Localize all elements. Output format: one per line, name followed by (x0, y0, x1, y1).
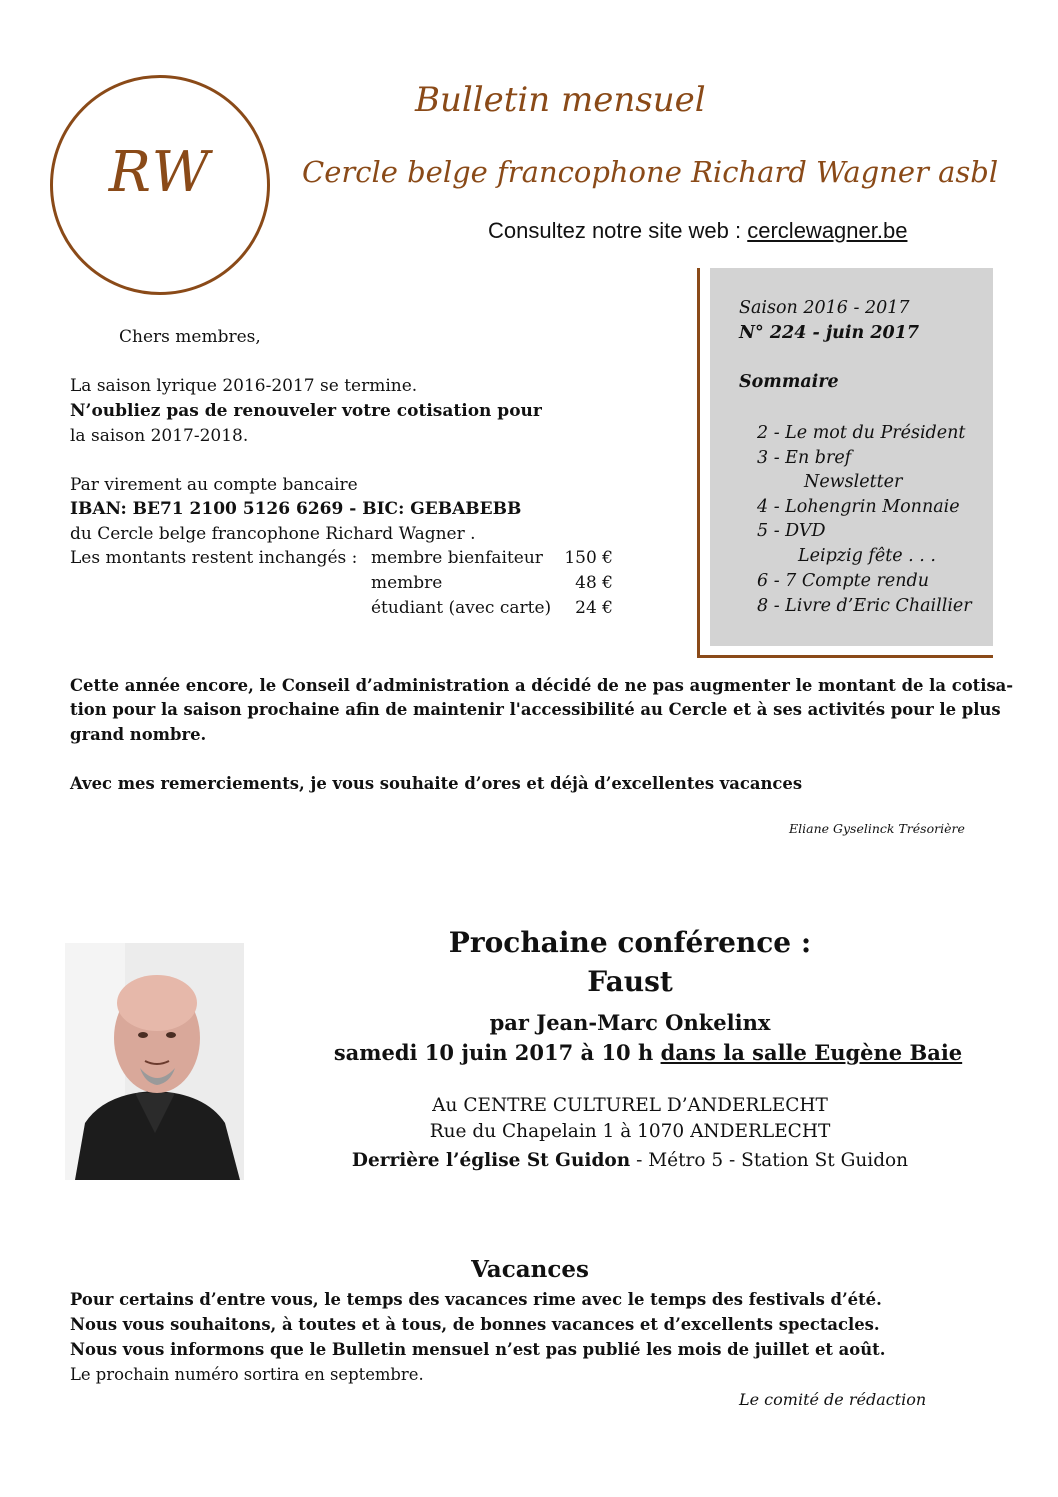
iban-line: IBAN: BE71 2100 5126 6269 - BIC: GEBABEBB (70, 499, 522, 519)
conference-heading: Prochaine conférence : (448, 926, 812, 959)
conference-room: dans la salle Eugène Baie (660, 1040, 963, 1065)
vacances-line: Nous vous informons que le Bulletin mensuel n’est pas publié les mois de juillet et août. (70, 1340, 886, 1359)
fee-amount: 48 € (575, 573, 613, 593)
fee-label: membre bienfaiteur (371, 548, 543, 568)
paragraph-line: grand nombre. (70, 725, 207, 744)
directions-transit: - Métro 5 - Station St Guidon (630, 1150, 909, 1171)
directions-church: Derrière l’église St Guidon (351, 1150, 631, 1171)
letter-line: la saison 2017-2018. (70, 426, 249, 446)
website-link[interactable]: cerclewagner.be (747, 218, 908, 243)
summary-title: Sommaire (739, 372, 839, 392)
letter-line: La saison lyrique 2016-2017 se termine. (70, 376, 418, 396)
summary-item: Leipzig fête . . . (798, 546, 936, 566)
bulletin-title: Bulletin mensuel (415, 80, 706, 120)
summary-item: 5 - DVD (757, 521, 826, 541)
salutation: Chers membres, (119, 327, 261, 347)
amounts-intro: Les montants restent inchangés : (70, 548, 358, 568)
website-line (488, 218, 907, 244)
summary-border-left (697, 268, 700, 658)
paragraph-line: tion pour la saison prochaine afin de maintenir l'accessibilité au Cercle et à ses activités pour le plus (70, 700, 1001, 719)
closing-line: Avec mes remerciements, je vous souhaite d’ores et déjà d’excellentes vacances (70, 774, 803, 793)
fee-label: étudiant (avec carte) (371, 598, 552, 618)
conference-speaker: par Jean-Marc Onkelinx (489, 1010, 771, 1035)
summary-border-bottom (697, 655, 993, 658)
summary-item: 8 - Livre d’Eric Chaillier (757, 596, 972, 616)
vacances-line: Pour certains d’entre vous, le temps des vacances rime avec le temps des festivals d’été. (70, 1290, 882, 1309)
editorial-signature: Le comité de rédaction (739, 1390, 927, 1409)
summary-item: 4 - Lohengrin Monnaie (757, 497, 960, 517)
vacances-heading: Vacances (471, 1256, 589, 1283)
venue-name: Au CENTRE CULTUREL D’ANDERLECHT (432, 1095, 828, 1116)
venue-directions (300, 1150, 960, 1171)
letter-line: du Cercle belge francophone Richard Wagner . (70, 524, 476, 544)
conference-topic: Faust (587, 965, 673, 998)
fee-amount: 150 € (564, 548, 613, 568)
letter-line: N’oubliez pas de renouveler votre cotisation pour (70, 401, 542, 421)
treasurer-signature: Eliane Gyselinck Trésorière (789, 821, 965, 836)
speaker-portrait-illustration (65, 943, 244, 1180)
summary-item: 3 - En bref (757, 448, 852, 468)
website-prefix: Consultez notre site web : (488, 218, 748, 243)
season: Saison 2016 - 2017 (739, 298, 910, 318)
venue-address: Rue du Chapelain 1 à 1070 ANDERLECHT (429, 1121, 831, 1142)
fee-label: membre (371, 573, 443, 593)
fee-amount: 24 € (575, 598, 613, 618)
issue-number: N° 224 - juin 2017 (739, 323, 920, 343)
summary-item: 2 - Le mot du Président (757, 423, 966, 443)
logo: RW (108, 140, 212, 205)
conference-date-line (300, 1040, 996, 1065)
summary-item: Newsletter (804, 472, 903, 492)
summary-item: 6 - 7 Compte rendu (757, 571, 930, 591)
speaker-photo (65, 943, 244, 1180)
conference-date: samedi 10 juin 2017 à 10 h (333, 1040, 661, 1065)
letter-line: Par virement au compte bancaire (70, 475, 358, 495)
vacances-line: Nous vous souhaitons, à toutes et à tous, de bonnes vacances et d’excellents spectacles. (70, 1315, 880, 1334)
paragraph-line: Cette année encore, le Conseil d’administration a décidé de ne pas augmenter le montant de la cotisa- (70, 676, 1014, 695)
vacances-line: Le prochain numéro sortira en septembre. (70, 1365, 424, 1384)
bulletin-subtitle: Cercle belge francophone Richard Wagner asbl (302, 155, 999, 189)
